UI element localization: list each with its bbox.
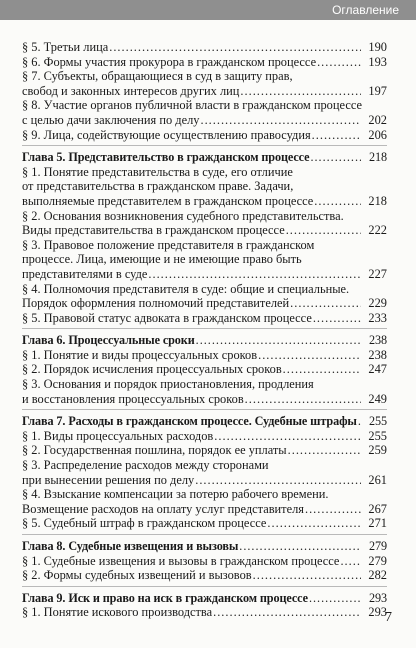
toc-chapter-entry[interactable] (22, 333, 387, 348)
toc-section-entry[interactable] (22, 238, 387, 282)
toc-section-entry[interactable] (22, 429, 387, 444)
header-title: Оглавление (332, 3, 399, 17)
toc-entry-line: § 7. Субъекты, обращающиеся в суд в защиту прав, (22, 69, 293, 84)
toc-page-number: 202 (368, 112, 387, 127)
toc-entry-line: § 1. Понятие и виды процессуальных сроков ..... (22, 348, 361, 363)
toc-section-entry[interactable] (22, 516, 387, 531)
toc-chapter-entry[interactable] (22, 539, 387, 554)
toc-entry-line: § 2. Государственная пошлина, порядок ее уплаты ..... (22, 443, 361, 458)
toc-page-number: 255 (369, 414, 387, 429)
toc-section-entry[interactable] (22, 69, 387, 98)
toc-section-entry[interactable] (22, 55, 387, 70)
toc-entry-line: свобод и законных интересов других лиц ..... (22, 84, 361, 99)
running-header (0, 0, 416, 20)
toc-entry-line: Глава 5. Представительство в гражданском процессе ..... (22, 150, 361, 165)
toc-page-number: 259 (368, 443, 387, 458)
toc-block (22, 539, 387, 587)
toc-entry-line: § 1. Судебные извещения и вызовы в гражданском процессе ..... (22, 554, 361, 569)
toc-entry-line: § 3. Распределение расходов между сторонами (22, 458, 269, 473)
toc-page-number: 255 (368, 428, 387, 443)
toc-page-number: 249 (368, 391, 387, 406)
toc-page-number: 238 (368, 347, 387, 362)
toc-block (22, 150, 387, 329)
toc-entry-line: § 5. Третьи лица ..... (22, 40, 361, 55)
toc-section-entry[interactable] (22, 458, 387, 487)
toc-page-number: 190 (368, 40, 387, 54)
toc-entry-line: с целью дачи заключения по делу ..... (22, 113, 361, 128)
toc-entry-line: Глава 9. Иск и право на иск в гражданском процессе ..... (22, 591, 361, 606)
toc-entry-line: Виды представительства в гражданском процессе ..... (22, 223, 361, 238)
toc-page-number: 279 (369, 539, 387, 553)
toc-section-entry[interactable] (22, 311, 387, 326)
toc-entry-line: § 8. Участие органов публичной власти в гражданском процессе (22, 98, 362, 113)
toc-section-entry[interactable] (22, 40, 387, 55)
toc-page-number: 206 (368, 127, 387, 142)
toc-entry-line: § 9. Лица, содействующие осуществлению правосудия ..... (22, 128, 361, 143)
toc-section-entry[interactable] (22, 377, 387, 406)
toc-section-entry[interactable] (22, 98, 387, 127)
toc-entry-line: § 3. Правовое положение представителя в гражданском (22, 237, 315, 252)
toc-section-entry[interactable] (22, 282, 387, 311)
toc-page-number: 222 (368, 223, 387, 238)
toc-entry-line: Возмещение расходов на оплату услуг представителя ..... (22, 502, 361, 517)
toc-page-number: 218 (369, 150, 387, 165)
toc-page-number: 282 (368, 568, 387, 583)
toc-page-number: 271 (368, 516, 387, 531)
toc-entry-line: § 4. Взыскание компенсации за потерю рабочего времени. (22, 487, 329, 502)
toc-page-number: 193 (368, 54, 387, 69)
toc-section-entry[interactable] (22, 605, 387, 620)
toc-section-entry[interactable] (22, 362, 387, 377)
toc-chapter-entry[interactable] (22, 591, 387, 606)
toc-entry-line: § 6. Формы участия прокурора в гражданском процессе ..... (22, 55, 361, 70)
toc-block (22, 414, 387, 535)
page-number: 7 (385, 610, 392, 625)
toc-section-entry[interactable] (22, 487, 387, 516)
toc-entry-line: § 1. Понятие представительства в суде, его отличие (22, 164, 293, 179)
toc-entry-line: при вынесении решения по делу ..... (22, 473, 361, 488)
toc-entry-line: § 2. Основания возникновения судебного представительства. (22, 208, 344, 223)
toc-section-entry[interactable] (22, 443, 387, 458)
toc-page-number: 293 (369, 590, 387, 605)
toc-chapter-entry[interactable] (22, 150, 387, 165)
toc-page-number: 279 (368, 553, 387, 568)
toc-entry-line: представителями в суде ..... (22, 267, 361, 282)
toc-page-number: 227 (368, 266, 387, 281)
toc-chapter-entry[interactable] (22, 414, 387, 429)
toc-section-entry[interactable] (22, 348, 387, 363)
toc-entry-line: § 2. Формы судебных извещений и вызовов ..... (22, 568, 361, 583)
toc-page-number: 247 (368, 362, 387, 377)
toc-entry-line: Глава 6. Процессуальные сроки ..... (22, 333, 361, 348)
toc-page-number: 229 (368, 296, 387, 311)
toc-page-number: 233 (368, 310, 387, 325)
toc-entry-line: § 5. Правовой статус адвоката в гражданском процессе ..... (22, 311, 361, 326)
toc-section-entry[interactable] (22, 554, 387, 569)
toc-block (22, 591, 387, 623)
toc-entry-line: § 5. Судебный штраф в гражданском процессе ..... (22, 516, 361, 531)
toc-entry-line: § 2. Порядок исчисления процессуальных сроков ..... (22, 362, 361, 377)
toc-section-entry[interactable] (22, 209, 387, 238)
toc-block (22, 40, 387, 146)
toc-page-number: 267 (368, 501, 387, 516)
table-of-contents (22, 40, 387, 627)
toc-entry-line: и восстановления процессуальных сроков ..... (22, 392, 361, 407)
toc-entry-line: выполняемые представителем в гражданском процессе ..... (22, 194, 361, 209)
toc-entry-line: § 1. Понятие искового производства ..... (22, 605, 361, 620)
toc-section-entry[interactable] (22, 128, 387, 143)
toc-entry-line: Глава 7. Расходы в гражданском процессе. Судебные штрафы ..... (22, 414, 361, 429)
toc-page-number: 197 (368, 83, 387, 98)
toc-block (22, 333, 387, 410)
toc-page-number: 238 (369, 333, 387, 348)
toc-page-number: 261 (368, 472, 387, 487)
toc-page-number: 293 (368, 605, 387, 620)
toc-entry-line: § 4. Полномочия представителя в суде: общие и специальные. (22, 281, 350, 296)
toc-entry-line: процессе. Лица, имеющие и не имеющие право быть (22, 252, 302, 267)
toc-section-entry[interactable] (22, 568, 387, 583)
toc-page-number: 218 (368, 193, 387, 208)
toc-section-entry[interactable] (22, 165, 387, 209)
toc-entry-line: § 3. Основания и порядок приостановления, продления (22, 377, 314, 392)
toc-entry-line: Порядок оформления полномочий представителей ..... (22, 296, 361, 311)
toc-entry-line: § 1. Виды процессуальных расходов ..... (22, 429, 361, 444)
toc-entry-line: от представительства в гражданском праве. Задачи, (22, 179, 294, 194)
toc-entry-line: Глава 8. Судебные извещения и вызовы ..... (22, 539, 361, 554)
